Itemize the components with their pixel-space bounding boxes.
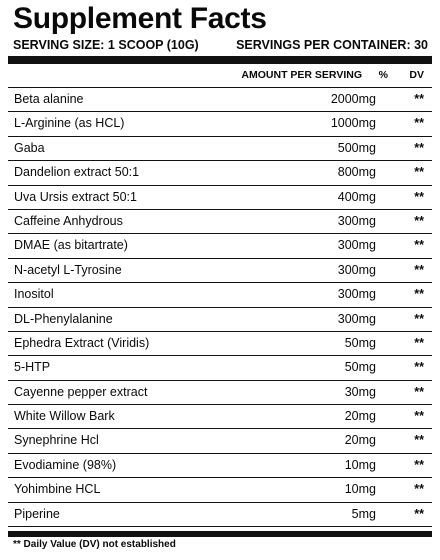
thick-divider-top (8, 56, 432, 64)
header-percent: % (378, 69, 388, 81)
ingredient-amount: 50mg (344, 360, 376, 375)
ingredient-name: Ephedra Extract (Viridis) (14, 335, 150, 350)
ingredient-dv: ** (414, 238, 424, 253)
ingredient-name: 5-HTP (14, 360, 51, 375)
ingredient-dv: ** (414, 482, 424, 497)
ingredient-dv: ** (414, 116, 424, 131)
ingredient-name: DL-Phenylalanine (14, 311, 113, 326)
ingredient-name: Piperine (14, 506, 60, 521)
ingredient-name: Uva Ursis extract 50:1 (14, 189, 137, 204)
ingredient-dv: ** (414, 457, 424, 472)
ingredient-dv: ** (414, 335, 424, 350)
ingredient-name: Gaba (14, 140, 45, 155)
ingredient-amount: 500mg (337, 140, 376, 155)
ingredient-amount: 10mg (344, 482, 376, 497)
ingredient-dv: ** (414, 360, 424, 375)
ingredient-row (8, 356, 432, 380)
ingredient-dv: ** (414, 92, 424, 106)
ingredient-row (8, 161, 432, 185)
ingredient-name: Dandelion extract 50:1 (14, 165, 140, 180)
ingredient-row (8, 137, 432, 161)
ingredient-row (8, 454, 432, 478)
ingredient-dv: ** (414, 165, 424, 180)
ingredient-amount: 300mg (337, 311, 376, 326)
ingredient-row (8, 259, 432, 283)
header-dv: DV (409, 69, 424, 81)
footnote: ** Daily Value (DV) not established (13, 539, 176, 550)
serving-size: SERVING SIZE: 1 SCOOP (10G) (13, 38, 199, 52)
column-header (8, 66, 432, 84)
ingredient-name: Cayenne pepper extract (14, 384, 148, 399)
ingredient-row (8, 503, 432, 527)
ingredient-amount: 5mg (351, 506, 376, 521)
ingredient-row (8, 405, 432, 429)
ingredient-row (8, 381, 432, 405)
ingredient-dv: ** (414, 262, 424, 277)
ingredient-amount: 800mg (337, 165, 376, 180)
serving-info (13, 38, 428, 53)
ingredient-name: Evodiamine (98%) (14, 457, 117, 472)
ingredient-amount: 300mg (337, 238, 376, 253)
ingredient-table (8, 87, 432, 527)
ingredient-amount: 20mg (344, 409, 376, 424)
header-amount: AMOUNT PER SERVING (241, 69, 362, 81)
ingredient-row (8, 88, 432, 112)
thick-divider-bottom (8, 531, 432, 537)
ingredient-row (8, 332, 432, 356)
ingredient-name: L-Arginine (as HCL) (14, 116, 125, 131)
ingredient-amount: 300mg (337, 287, 376, 302)
servings-per-container: SERVINGS PER CONTAINER: 30 (236, 38, 428, 52)
ingredient-row (8, 283, 432, 307)
ingredient-dv: ** (414, 384, 424, 399)
ingredient-amount: 30mg (344, 384, 376, 399)
ingredient-name: Caffeine Anhydrous (14, 213, 123, 228)
ingredient-amount: 10mg (344, 457, 376, 472)
ingredient-dv: ** (414, 506, 424, 521)
ingredient-row (8, 308, 432, 332)
panel-title: Supplement Facts (13, 2, 267, 35)
ingredient-amount: 2000mg (330, 92, 376, 106)
ingredient-row (8, 186, 432, 210)
ingredient-row (8, 234, 432, 258)
ingredient-amount: 50mg (344, 335, 376, 350)
ingredient-amount: 300mg (337, 213, 376, 228)
ingredient-dv: ** (414, 311, 424, 326)
ingredient-row (8, 429, 432, 453)
ingredient-amount: 1000mg (330, 116, 376, 131)
ingredient-row (8, 112, 432, 136)
ingredient-name: DMAE (as bitartrate) (14, 238, 128, 253)
ingredient-name: Inositol (14, 287, 54, 302)
ingredient-amount: 400mg (337, 189, 376, 204)
ingredient-dv: ** (414, 189, 424, 204)
ingredient-dv: ** (414, 287, 424, 302)
ingredient-amount: 300mg (337, 262, 376, 277)
ingredient-row (8, 478, 432, 502)
ingredient-dv: ** (414, 213, 424, 228)
ingredient-amount: 20mg (344, 433, 376, 448)
ingredient-dv: ** (414, 433, 424, 448)
ingredient-row (8, 210, 432, 234)
ingredient-name: White Willow Bark (14, 409, 115, 424)
ingredient-name: N-acetyl L-Tyrosine (14, 262, 122, 277)
ingredient-name: Synephrine Hcl (14, 433, 99, 448)
ingredient-name: Beta alanine (14, 92, 84, 106)
ingredient-name: Yohimbine HCL (14, 482, 101, 497)
ingredient-dv: ** (414, 140, 424, 155)
ingredient-dv: ** (414, 409, 424, 424)
